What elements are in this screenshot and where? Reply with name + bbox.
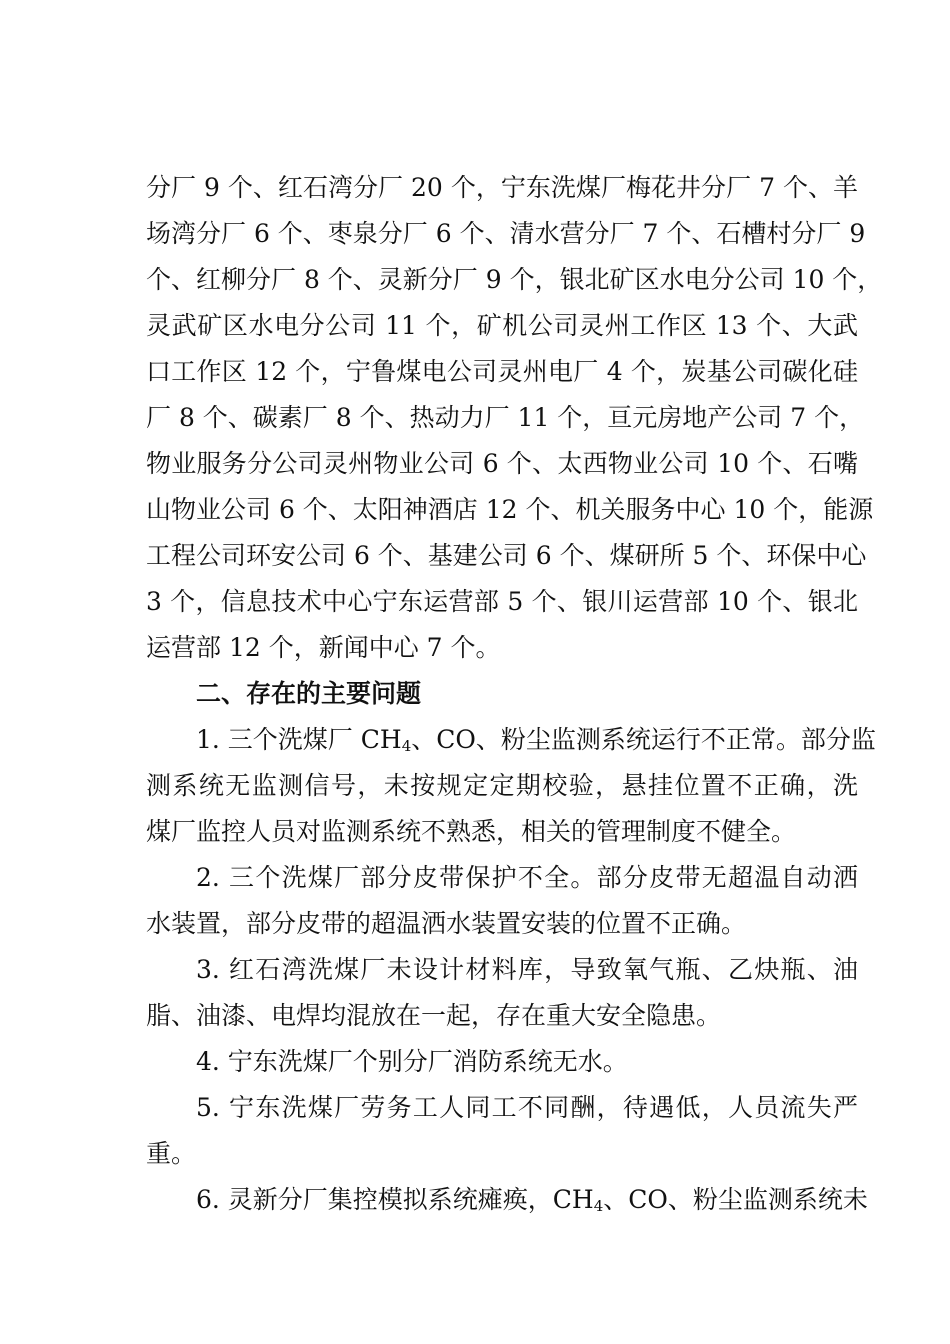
- problem-3-line-2: 脂、油漆、电焊均混放在一起，存在重大安全隐患。: [146, 1001, 722, 1030]
- problem-6-text-post: 、CO、粉尘监测系统未: [603, 1185, 868, 1214]
- problem-5-line-2: 重。: [146, 1139, 197, 1168]
- problem-6-text-pre: 6. 灵新分厂集控模拟系统瘫痪，CH: [196, 1185, 594, 1214]
- problem-4-line-1: 4. 宁东洗煤厂个别分厂消防系统无水。: [196, 1047, 628, 1076]
- problem-5-line-1: 5. 宁东洗煤厂劳务工人同工不同酬，待遇低，人员流失严: [196, 1093, 858, 1122]
- problem-1-line-1: [196, 717, 876, 763]
- problem-1-line-3: 煤厂监控人员对监测系统不熟悉，相关的管理制度不健全。: [146, 817, 797, 846]
- body-line-1: 分厂 9 个、红石湾分厂 20 个，宁东洗煤厂梅花井分厂 7 个、羊: [146, 173, 858, 202]
- problem-2-line-1: 2. 三个洗煤厂部分皮带保护不全。部分皮带无超温自动洒: [196, 863, 858, 892]
- body-line-8: 山物业公司 6 个、太阳神酒店 12 个、机关服务中心 10 个，能源: [146, 495, 874, 524]
- subscript-4: 4: [593, 1197, 604, 1215]
- subscript-4: 4: [401, 737, 412, 755]
- problem-1-text-pre: 1. 三个洗煤厂 CH: [196, 725, 402, 754]
- section-heading: 二、存在的主要问题: [196, 679, 422, 708]
- problem-3-line-1: 3. 红石湾洗煤厂未设计材料库，导致氧气瓶、乙炔瓶、油: [196, 955, 858, 984]
- problem-2-line-2: 水装置，部分皮带的超温洒水装置安装的位置不正确。: [146, 909, 747, 938]
- body-line-5: 口工作区 12 个，宁鲁煤电公司灵州电厂 4 个，炭基公司碳化硅: [146, 357, 858, 386]
- body-line-4: 灵武矿区水电分公司 11 个，矿机公司灵州工作区 13 个、大武: [146, 311, 858, 340]
- problem-6-line-1: [196, 1177, 868, 1223]
- body-line-9: 工程公司环安公司 6 个、基建公司 6 个、煤研所 5 个、环保中心: [146, 541, 867, 570]
- problem-1-line-2: 测系统无监测信号，未按规定定期校验，悬挂位置不正确，洗: [146, 771, 858, 800]
- problem-1-text-post: 、CO、粉尘监测系统运行不正常。部分监: [411, 725, 876, 754]
- body-line-3: 个、红柳分厂 8 个、灵新分厂 9 个，银北矿区水电分公司 10 个，: [146, 265, 883, 294]
- body-line-2: 场湾分厂 6 个、枣泉分厂 6 个、清水营分厂 7 个、石槽村分厂 9: [146, 219, 866, 248]
- body-line-7: 物业服务分公司灵州物业公司 6 个、太西物业公司 10 个、石嘴: [146, 449, 858, 478]
- body-line-10: 3 个，信息技术中心宁东运营部 5 个、银川运营部 10 个、银北: [146, 587, 858, 616]
- body-line-6: 厂 8 个、碳素厂 8 个、热动力厂 11 个，亘元房地产公司 7 个，: [146, 403, 865, 432]
- body-line-11: 运营部 12 个，新闻中心 7 个。: [146, 633, 501, 662]
